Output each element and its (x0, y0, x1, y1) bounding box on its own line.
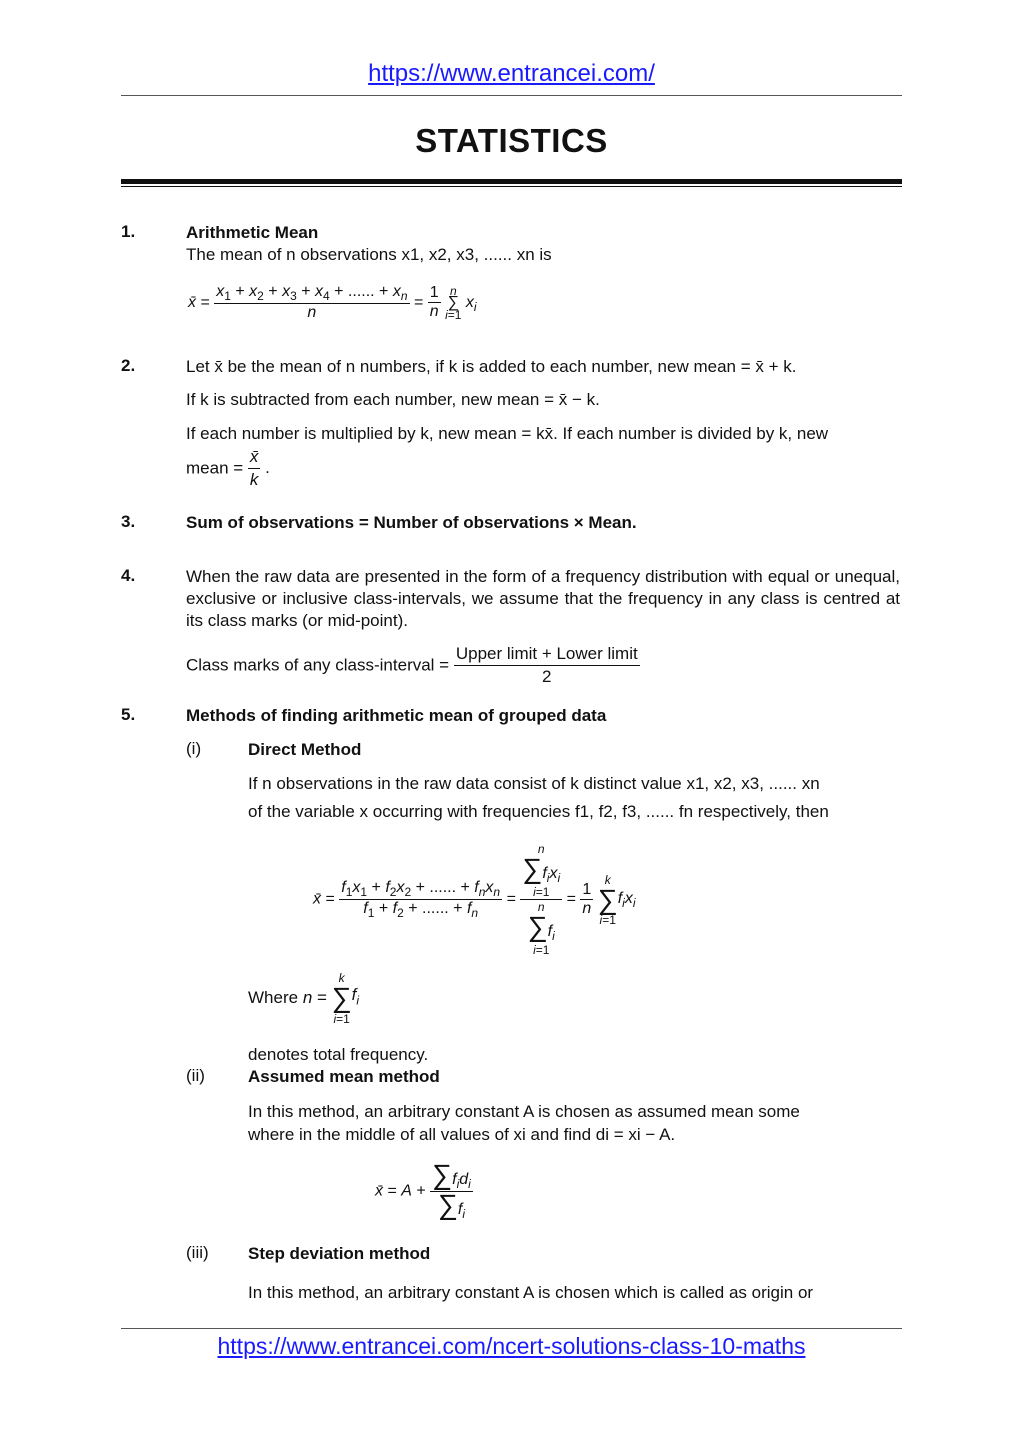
section-text: Let x̄ be the mean of n numbers, if k is added to each number, new mean = x̄ + k. (186, 357, 797, 376)
section-text: If k is subtracted from each number, new mean = x̄ − k. (186, 390, 600, 409)
header-link[interactable]: https://www.entrancei.com/ (368, 60, 655, 87)
classmarks-denominator: 2 (542, 667, 552, 686)
footer-link[interactable]: https://www.entrancei.com/ncert-solutions-class-10-maths (217, 1333, 806, 1359)
classmarks-label: Class marks of any class-interval = (186, 655, 450, 675)
section-number: 3. (121, 512, 136, 531)
section-number: 4. (121, 566, 136, 585)
section-text: In this method, an arbitrary constant A is chosen which is called as origin or (248, 1283, 814, 1302)
where-label: Where (248, 988, 299, 1007)
divided-mean: $\frac{x̄}{k}$ (249, 447, 259, 489)
sub-label: (i) (186, 739, 202, 758)
title-rule (121, 179, 902, 184)
where-formula: Where n = k ∑ $i=1f_i$ (248, 971, 360, 1026)
sub-heading: Direct Method (248, 740, 362, 759)
section-text: If n observations in the raw data consist of k distinct value x1, x2, x3, ...... xn (248, 774, 820, 793)
section-heading: Arithmetic Mean (186, 223, 319, 242)
classmarks-formula (186, 643, 900, 688)
title-rule-thin (121, 186, 902, 187)
section-text: The mean of n observations x1, x2, x3, ...... xn is (186, 245, 552, 264)
sub-heading: Step deviation method (248, 1244, 431, 1263)
section-text: of the variable x occurring with frequencies f1, f2, f3, ...... fn respectively, then (248, 802, 829, 821)
direct-method-formula: x̄ = $\frac{f_1x_1 + f_2x_2 + ...... + f_nx_n}{f_1 + f_2 + ...... + f_n}$ = n $\sum f_ix_i$ i=1 n $\sum f_i$ i=1 = $\frac{1}{n}$ k ∑ $i=1f_ix_i$ (313, 842, 636, 958)
section-text: mean = $\frac{x̄}{k}$ . (186, 447, 270, 489)
assumed-mean-formula: x̄ = A + $\frac{\sum f_id_i}{\sum f_i}$ (375, 1159, 471, 1222)
section-heading: Methods of finding arithmetic mean of grouped data (186, 706, 607, 725)
section-text: If each number is multiplied by k, new mean = kx̄. If each number is divided by k, new (186, 424, 829, 443)
sub-heading: Assumed mean method (248, 1067, 440, 1086)
section-number: 5. (121, 705, 136, 724)
mean-formula: x̄ = $\frac{x_1 + x_2 + x_3 + x_4 + ...... + x_n}{n}$ = $\frac{1}{n}$ n ∑ i=1 $x_i$ (188, 283, 477, 322)
section-number: 2. (121, 356, 136, 375)
sub-label: (ii) (186, 1066, 205, 1085)
section-number: 1. (121, 222, 136, 241)
section-1 (186, 222, 900, 266)
section-text: Sum of observations = Number of observations × Mean. (186, 513, 637, 532)
section-paragraph: When the raw data are presented in the form of a frequency distribution with equal or unequal, exclusive or inclusive class-intervals, we assume that the frequency in any class is centred at its class marks (or mid-point). (186, 567, 900, 630)
section-text: denotes total frequency. (248, 1045, 429, 1064)
mean-label: mean = (186, 458, 244, 478)
section-text: In this method, an arbitrary constant A is chosen as assumed mean some (248, 1102, 800, 1121)
page-title: STATISTICS (415, 122, 608, 159)
classmarks-numerator: Upper limit + Lower limit (454, 643, 640, 666)
header-rule (121, 95, 902, 96)
sub-label: (iii) (186, 1243, 209, 1262)
section-text: where in the middle of all values of xi and find di = xi − A. (248, 1125, 676, 1144)
footer-rule (121, 1328, 902, 1329)
